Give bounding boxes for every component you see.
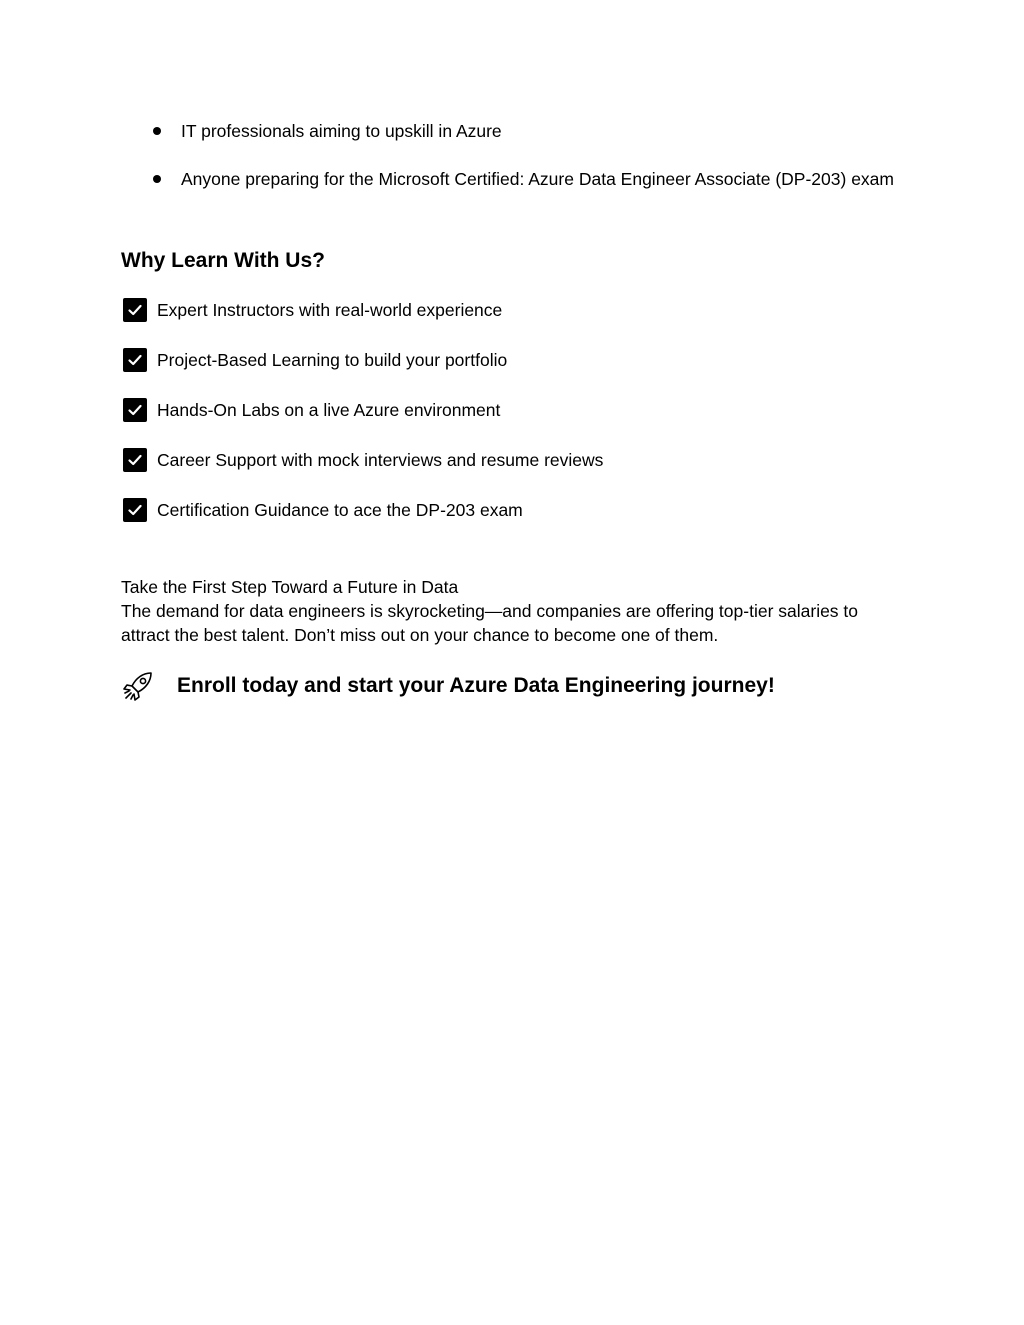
benefit-text: Expert Instructors with real-world experience	[157, 299, 503, 320]
cta-block	[121, 575, 901, 647]
rocket-icon	[121, 669, 155, 703]
benefit-text: Project-Based Learning to build your portfolio	[157, 349, 508, 370]
bullet-icon	[153, 127, 161, 135]
audience-list	[121, 119, 901, 215]
audience-item-text: IT professionals aiming to upskill in Azure	[181, 121, 502, 141]
list-item	[121, 497, 901, 522]
list-item	[121, 447, 901, 472]
audience-item-text: Anyone preparing for the Microsoft Certified: Azure Data Engineer Associate (DP-203) exam	[181, 169, 894, 189]
list-item	[121, 167, 901, 191]
benefit-text: Career Support with mock interviews and resume reviews	[157, 449, 604, 470]
list-item	[121, 397, 901, 422]
checkmark-icon	[123, 348, 147, 372]
benefit-text: Hands-On Labs on a live Azure environment	[157, 399, 501, 420]
bullet-icon	[153, 175, 161, 183]
checkmark-icon	[123, 398, 147, 422]
list-item	[121, 297, 901, 322]
list-item	[121, 347, 901, 372]
cta-body: The demand for data engineers is skyrocketing—and companies are offering top-tier salaries to attract the best talent. Don’t miss out on your chance to become one of them.	[121, 601, 859, 645]
section-heading: Why Learn With Us?	[121, 249, 325, 272]
checkmark-icon	[123, 448, 147, 472]
benefit-text: Certification Guidance to ace the DP-203 exam	[157, 499, 523, 520]
enroll-callout	[121, 669, 775, 703]
list-item	[121, 119, 901, 143]
cta-title: Take the First Step Toward a Future in Data	[121, 577, 459, 597]
checkmark-icon	[123, 498, 147, 522]
enroll-text: Enroll today and start your Azure Data Engineering journey!	[177, 674, 775, 697]
checkmark-icon	[123, 298, 147, 322]
benefits-list	[121, 297, 901, 547]
